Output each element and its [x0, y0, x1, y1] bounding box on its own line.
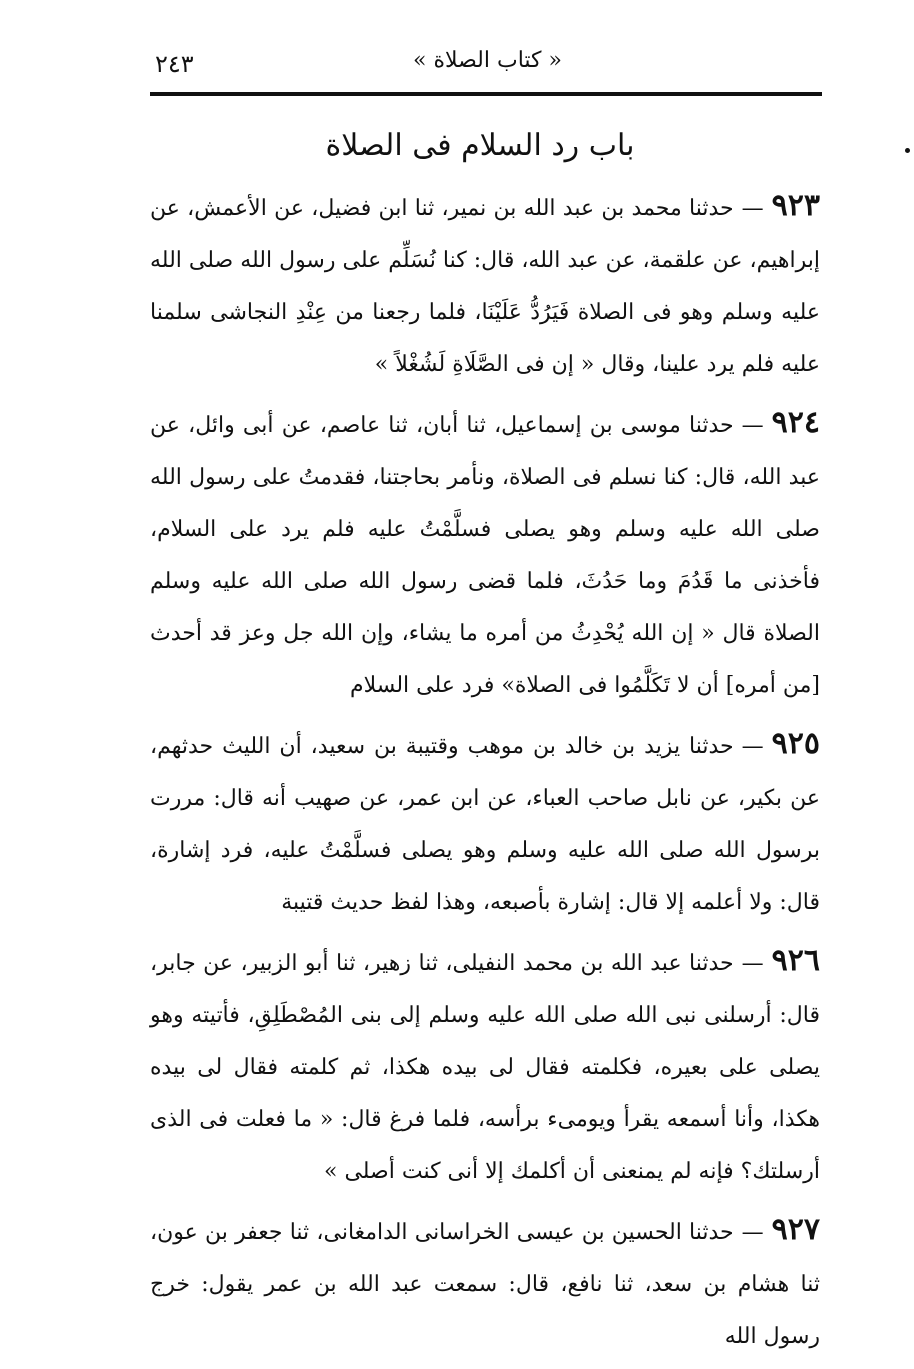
hadith-number: ٩٢٧: [771, 1212, 820, 1247]
hadith-number: ٩٢٦: [771, 943, 820, 978]
header-rule: [150, 92, 822, 96]
dash: —: [741, 734, 764, 759]
dash: —: [741, 951, 764, 976]
main-text: [150, 180, 820, 1369]
hadith-text: حدثنا يزيد بن خالد بن موهب وقتيبة بن سعيد، أن الليث حدثهم، عن بكير، عن نابل صاحب العباء، عن ابن عمر، عن صهيب أنه قال: مررت برسول الله صلى الله عليه وسلم وهو يصلى فسلَّمْتُ عليه، فرد إشارة، قال: ولا أعلمه إلا قال: إشارة بأصبعه، وهذا لفظ حديث قتيبة: [150, 734, 820, 915]
hadith-number: ٩٢٥: [771, 726, 820, 761]
hadith-925: [150, 718, 820, 929]
hadith-927: [150, 1204, 820, 1363]
dash: —: [741, 196, 764, 221]
hadith-number: ٩٢٤: [771, 405, 820, 440]
page-header: [155, 40, 820, 90]
hadith-text: حدثنا محمد بن عبد الله بن نمير، ثنا ابن فضيل، عن الأعمش، عن إبراهيم، عن علقمة، عن عبد الله، قال: كنا نُسَلِّم على رسول الله صلى الله عليه وسلم وهو فى الصلاة فَيَرُدُّ عَلَيْنَا، فلما رجعنا من عِنْدِ النجاشى سلمنا عليه فلم يرد علينا، وقال « إن فى الصَّلَاةِ لَشُغْلاً »: [150, 196, 820, 377]
hadith-926: [150, 935, 820, 1198]
dash: —: [741, 413, 764, 438]
hadith-text: حدثنا موسى بن إسماعيل، ثنا أبان، ثنا عاصم، عن أبى وائل، عن عبد الله، قال: كنا نسلم فى الصلاة، ونأمر بحاجتنا، فقدمتُ على رسول الله صلى الله عليه وسلم وهو يصلى فسلَّمْتُ عليه فلم يرد على السلام، فأخذنى ما قَدُمَ وما حَدُثَ، فلما قضى رسول الله صلى الله عليه وسلم الصلاة قال « إن الله يُحْدِثُ من أمره ما يشاء، وإن الله جل وعز قد أحدث [من أمره] أن لا تَكَلَّمُوا فى الصلاة» فرد على السلام: [150, 413, 820, 698]
page-number: ٢٤٣: [155, 50, 194, 78]
hadith-text: حدثنا الحسين بن عيسى الخراسانى الدامغانى، ثنا جعفر بن عون، ثنا هشام بن سعد، ثنا نافع، قال: سمعت عبد الله بن عمر يقول: خرج رسول الله: [150, 1220, 820, 1349]
running-title: « كتاب الصلاة »: [413, 48, 562, 73]
hadith-924: [150, 397, 820, 712]
hadith-923: [150, 180, 820, 391]
dash: —: [741, 1220, 764, 1245]
margin-dot: [905, 148, 910, 153]
hadith-number: ٩٢٣: [771, 188, 820, 223]
hadith-text: حدثنا عبد الله بن محمد النفيلى، ثنا زهير، ثنا أبو الزبير، عن جابر، قال: أرسلنى نبى الله صلى الله عليه وسلم إلى بنى المُصْطَلِقِ، فأتيته وهو يصلى على بعيره، فكلمته فقال لى بيده هكذا، ثم كلمته فقال لى بيده هكذا، وأنا أسمعه يقرأ ويومىء برأسه، فلما فرغ قال: « ما فعلت فى الذى أرسلتك؟ فإنه لم يمنعنى أن أكلمك إلا أنى كنت أصلى »: [150, 951, 820, 1184]
chapter-title: باب رد السلام فى الصلاة: [325, 128, 635, 163]
